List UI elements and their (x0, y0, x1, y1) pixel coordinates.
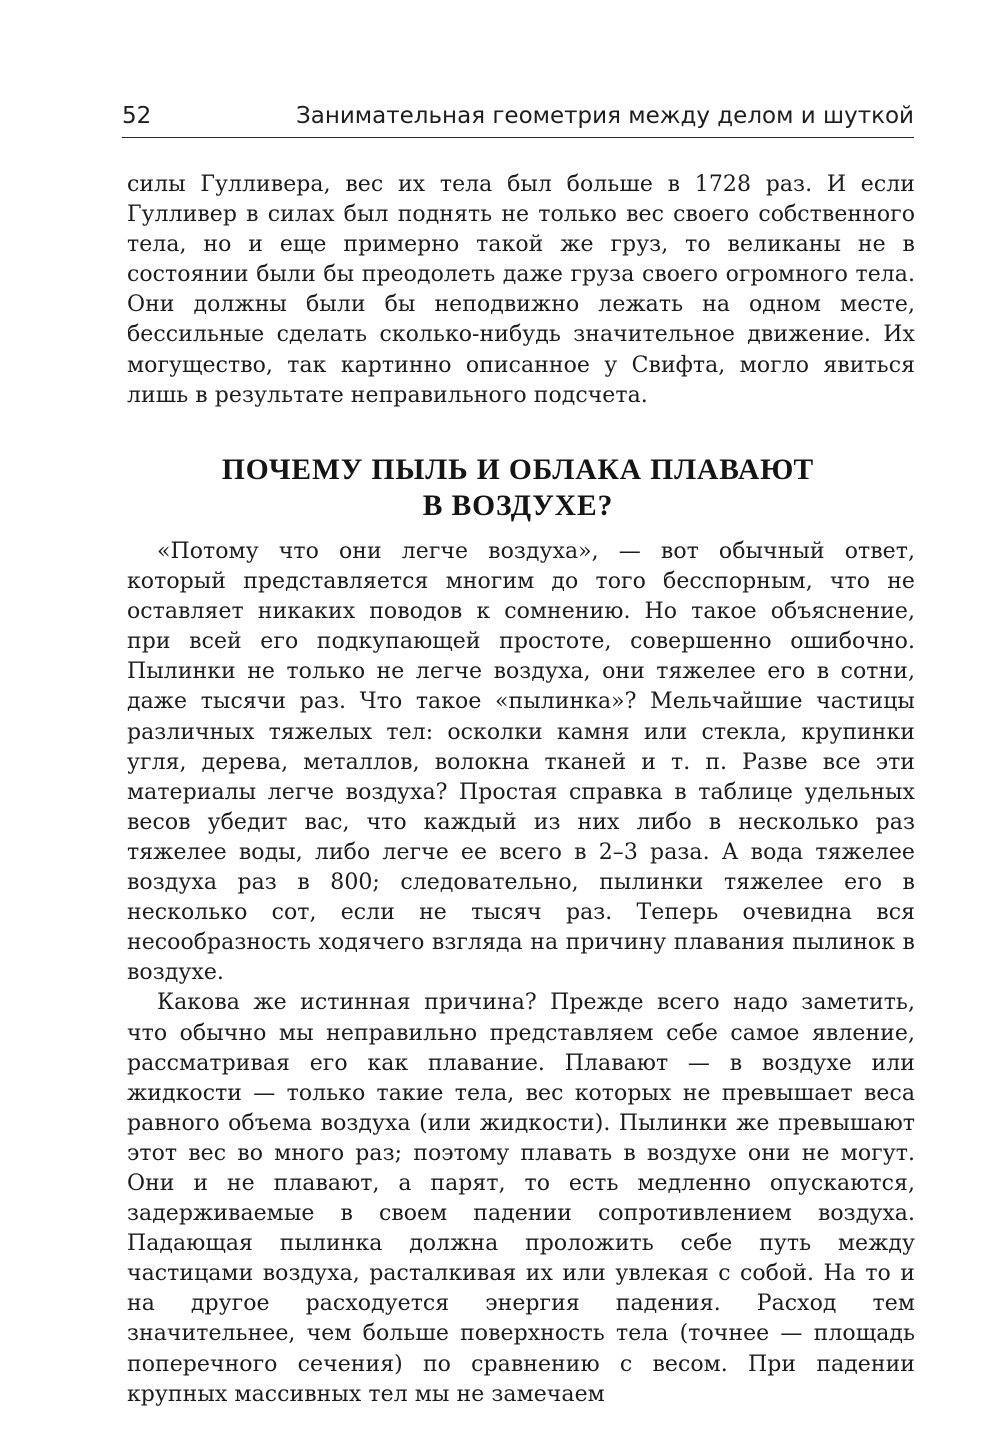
section-heading-line-2: В ВОЗДУХЕ? (422, 490, 614, 522)
running-head (122, 96, 914, 136)
section-paragraph-1: «Потому что они легче воздуха», — вот обычный ответ, который представляется многим до того бесспорным, что не оставляет никаких поводов к сомнению. Но такое объяснение, при всей его подкупающей простоте, совершенно ошибочно. Пылинки не только не легче воздуха, они тяжелее его в сотни, даже тысячи раз. Что такое «пылинка»? Мельчайшие частицы различных тяжелых тел: осколки камня или стекла, крупинки угля, дерева, металлов, волокна тканей и т. п. Разве все эти материалы легче воздуха? Простая справка в таблице удельных весов убедит вас, что каждый из них либо в несколько раз тяжелее воды, либо легче ее всего в 2–3 раза. А вода тяжелее воздуха раз в 800; следовательно, пылинки тяжелее его в несколько сот, если не тысяч раз. Теперь очевидна вся несообразность ходячего взгляда на причину плавания пылинок в воздухе. (127, 539, 915, 986)
page-number: 52 (122, 103, 152, 129)
section-heading (122, 452, 914, 524)
section-paragraph-2: Какова же истинная причина? Прежде всего надо заметить, что обычно мы неправильно представляем себе самое явление, рассматривая его как плавание. Плавают — в воздухе или жидкости — только такие тела, вес которых не превышает веса равного объема воздуха (или жидкости). Пылинки же превышают этот вес во много раз; поэтому плавать в воздухе они не могут. Они и не плавают, а парят, то есть медленно опускаются, задерживаемые в своем падении сопротивлением воздуха. Падающая пылинка должна проложить себе путь между частицами воздуха, расталкивая их или увлекая с собой. На то и на другое расходуется энергия падения. Расход тем значительнее, чем больше поверхность тела (точнее — площадь поперечного сечения) по сравнению с весом. При падении крупных массивных тел мы не замечаем (127, 990, 915, 1407)
book-title: Занимательная геометрия между делом и шуткой (295, 103, 914, 129)
section-heading-line-1: ПОЧЕМУ ПЫЛЬ И ОБЛАКА ПЛАВАЮТ (221, 454, 815, 486)
intro-paragraph: силы Гулливера, вес их тела был больше в 1728 раз. И если Гулливер в силах был поднять не только вес своего собственного тела, но и еще примерно такой же груз, то великаны не в состоянии были бы преодолеть даже груза своего огромного тела. Они должны были бы неподвижно лежать на одном месте, бессильные сделать сколько-нибудь значительное движение. Их могущество, так картинно описанное у Свифта, могло явиться лишь в результате неправильного подсчета. (127, 172, 915, 408)
header-divider (122, 137, 914, 138)
section-body (127, 537, 915, 1410)
